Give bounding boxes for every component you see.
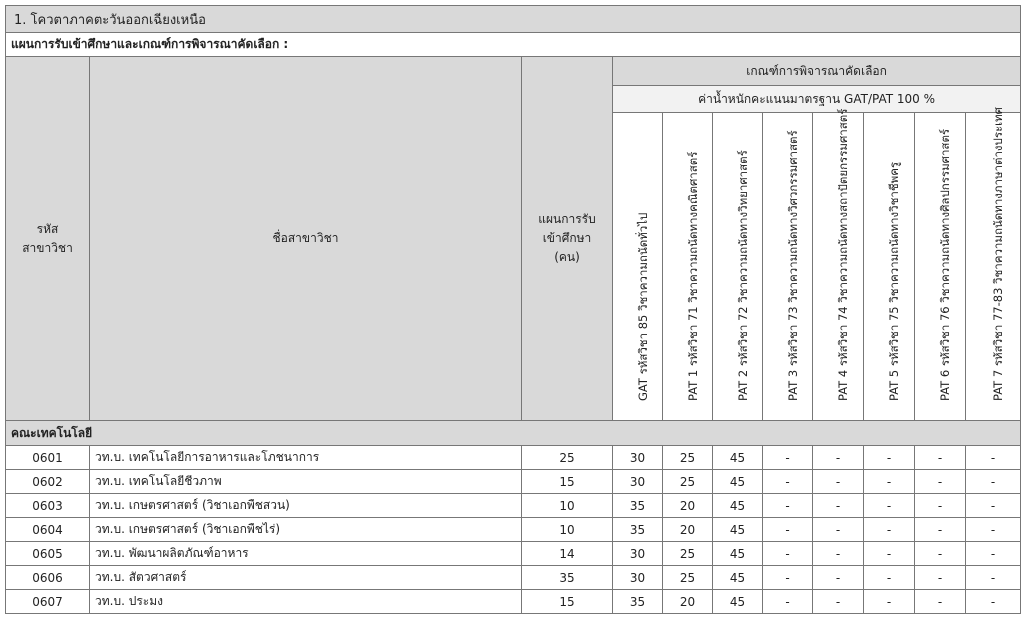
- table-row: [6, 470, 1021, 494]
- row-weight-value: 30: [613, 470, 663, 494]
- row-weight-value: 35: [613, 590, 663, 614]
- row-weight-value: -: [966, 542, 1021, 566]
- row-weight-value: 30: [613, 446, 663, 470]
- header-name: ชื่อสาขาวิชา: [90, 57, 522, 421]
- row-weight-value: 35: [613, 494, 663, 518]
- row-weight-value: -: [966, 446, 1021, 470]
- quota-document: [5, 5, 1020, 614]
- row-plan: 25: [522, 446, 613, 470]
- row-weight-value: -: [813, 470, 864, 494]
- row-code: 0605: [6, 542, 90, 566]
- row-weight-value: -: [966, 470, 1021, 494]
- table-row: [6, 542, 1021, 566]
- row-code: 0602: [6, 470, 90, 494]
- row-weight-value: 30: [613, 566, 663, 590]
- row-weight-value: 45: [713, 494, 763, 518]
- subject-header-label: PAT 4 รหัสวิชา 74 วิชาความถนัดทางสถาปัตยกรรมศาสตร์: [836, 108, 850, 401]
- row-weight-value: -: [966, 494, 1021, 518]
- row-code: 0606: [6, 566, 90, 590]
- section-subtitle: แผนการรับเข้าศึกษาและเกณฑ์การพิจารณาคัดเลือก :: [6, 33, 1021, 57]
- row-weight-value: -: [864, 470, 915, 494]
- row-name: วท.บ. สัตวศาสตร์: [90, 566, 522, 590]
- row-weight-value: -: [864, 494, 915, 518]
- row-weight-value: -: [763, 470, 813, 494]
- row-code: 0604: [6, 518, 90, 542]
- row-weight-value: -: [763, 590, 813, 614]
- row-weight-value: -: [813, 446, 864, 470]
- row-weight-value: -: [813, 542, 864, 566]
- row-name: วท.บ. เกษตรศาสตร์ (วิชาเอกพืชไร่): [90, 518, 522, 542]
- row-weight-value: -: [966, 590, 1021, 614]
- row-name: วท.บ. เกษตรศาสตร์ (วิชาเอกพืชสวน): [90, 494, 522, 518]
- table-row: [6, 446, 1021, 470]
- row-weight-value: -: [763, 446, 813, 470]
- row-weight-value: -: [864, 518, 915, 542]
- page-title: 1. โควตาภาคตะวันออกเฉียงเหนือ: [6, 6, 1021, 33]
- data-body: [6, 446, 1021, 614]
- row-plan: 10: [522, 518, 613, 542]
- row-weight-value: 45: [713, 470, 763, 494]
- row-weight-value: 45: [713, 446, 763, 470]
- row-weight-value: 45: [713, 518, 763, 542]
- row-plan: 15: [522, 470, 613, 494]
- subject-header-cell: [915, 113, 966, 421]
- row-weight-value: -: [915, 566, 966, 590]
- row-weight-value: -: [813, 518, 864, 542]
- row-plan: 15: [522, 590, 613, 614]
- subject-header-label: PAT 5 รหัสวิชา 75 วิชาความถนัดทางวิชาชีพครู: [887, 161, 901, 401]
- subject-header-cell: [613, 113, 663, 421]
- row-plan: 10: [522, 494, 613, 518]
- row-name: วท.บ. พัฒนาผลิตภัณฑ์อาหาร: [90, 542, 522, 566]
- table-row: [6, 590, 1021, 614]
- row-weight-value: -: [763, 494, 813, 518]
- row-weight-value: 25: [663, 470, 713, 494]
- row-weight-value: -: [915, 494, 966, 518]
- row-weight-value: 25: [663, 542, 713, 566]
- row-weight-value: -: [966, 566, 1021, 590]
- row-code: 0603: [6, 494, 90, 518]
- row-weight-value: -: [915, 590, 966, 614]
- row-plan: 35: [522, 566, 613, 590]
- header-weight: ค่าน้ำหนักคะแนนมาตรฐาน GAT/PAT 100 %: [613, 86, 1021, 113]
- header-criteria: เกณฑ์การพิจารณาคัดเลือก: [613, 57, 1021, 86]
- quota-table: [5, 5, 1021, 614]
- faculty-heading: คณะเทคโนโลยี: [6, 421, 1021, 446]
- subject-header-label: GAT รหัสวิชา 85 วิชาความถนัดทั่วไป: [635, 212, 650, 401]
- row-weight-value: 25: [663, 446, 713, 470]
- row-weight-value: -: [864, 590, 915, 614]
- row-name: วท.บ. ประมง: [90, 590, 522, 614]
- subject-header-label: PAT 3 รหัสวิชา 73 วิชาความถนัดทางวิศวกรรมศาสตร์: [785, 130, 800, 401]
- row-weight-value: -: [966, 518, 1021, 542]
- row-weight-value: 45: [713, 590, 763, 614]
- header-plan: แผนการรับ เข้าศึกษา (คน): [522, 57, 613, 421]
- row-weight-value: -: [915, 470, 966, 494]
- row-weight-value: -: [864, 542, 915, 566]
- row-weight-value: -: [864, 566, 915, 590]
- row-weight-value: -: [864, 446, 915, 470]
- row-weight-value: 45: [713, 566, 763, 590]
- row-weight-value: 25: [663, 566, 713, 590]
- subject-header-cell: [713, 113, 763, 421]
- row-name: วท.บ. เทคโนโลยีชีวภาพ: [90, 470, 522, 494]
- row-weight-value: -: [763, 566, 813, 590]
- row-weight-value: 20: [663, 590, 713, 614]
- row-weight-value: -: [915, 518, 966, 542]
- row-weight-value: -: [763, 518, 813, 542]
- row-weight-value: -: [915, 446, 966, 470]
- subject-header-cell: [813, 108, 864, 421]
- row-name: วท.บ. เทคโนโลยีการอาหารและโภชนาการ: [90, 446, 522, 470]
- subject-header-label: PAT 1 รหัสวิชา 71 วิชาความถนัดทางคณิตศาสตร์: [685, 151, 700, 401]
- row-weight-value: 20: [663, 494, 713, 518]
- row-weight-value: 35: [613, 518, 663, 542]
- row-plan: 14: [522, 542, 613, 566]
- subject-header-label: PAT 7 รหัสวิชา 77-83 วิชาความถนัดทางภาษาต่างประเทศ: [991, 107, 1006, 401]
- row-weight-value: -: [763, 542, 813, 566]
- table-row: [6, 566, 1021, 590]
- row-weight-value: 30: [613, 542, 663, 566]
- table-row: [6, 518, 1021, 542]
- subject-header-cell: [864, 113, 915, 421]
- subject-header-cell: [763, 113, 813, 421]
- row-weight-value: -: [813, 590, 864, 614]
- subject-header-label: PAT 6 รหัสวิชา 76 วิชาความถนัดทางศิลปกรรมศาสตร์: [938, 128, 952, 401]
- subject-header-cell: [663, 113, 713, 421]
- row-code: 0601: [6, 446, 90, 470]
- row-weight-value: 45: [713, 542, 763, 566]
- table-row: [6, 494, 1021, 518]
- row-weight-value: -: [813, 494, 864, 518]
- row-code: 0607: [6, 590, 90, 614]
- row-weight-value: -: [813, 566, 864, 590]
- header-code: รหัส สาขาวิชา: [6, 57, 90, 421]
- subject-header-label: PAT 2 รหัสวิชา 72 วิชาความถนัดทางวิทยาศาสตร์: [735, 150, 750, 401]
- row-weight-value: 20: [663, 518, 713, 542]
- row-weight-value: -: [915, 542, 966, 566]
- subject-header-cell: [966, 107, 1021, 421]
